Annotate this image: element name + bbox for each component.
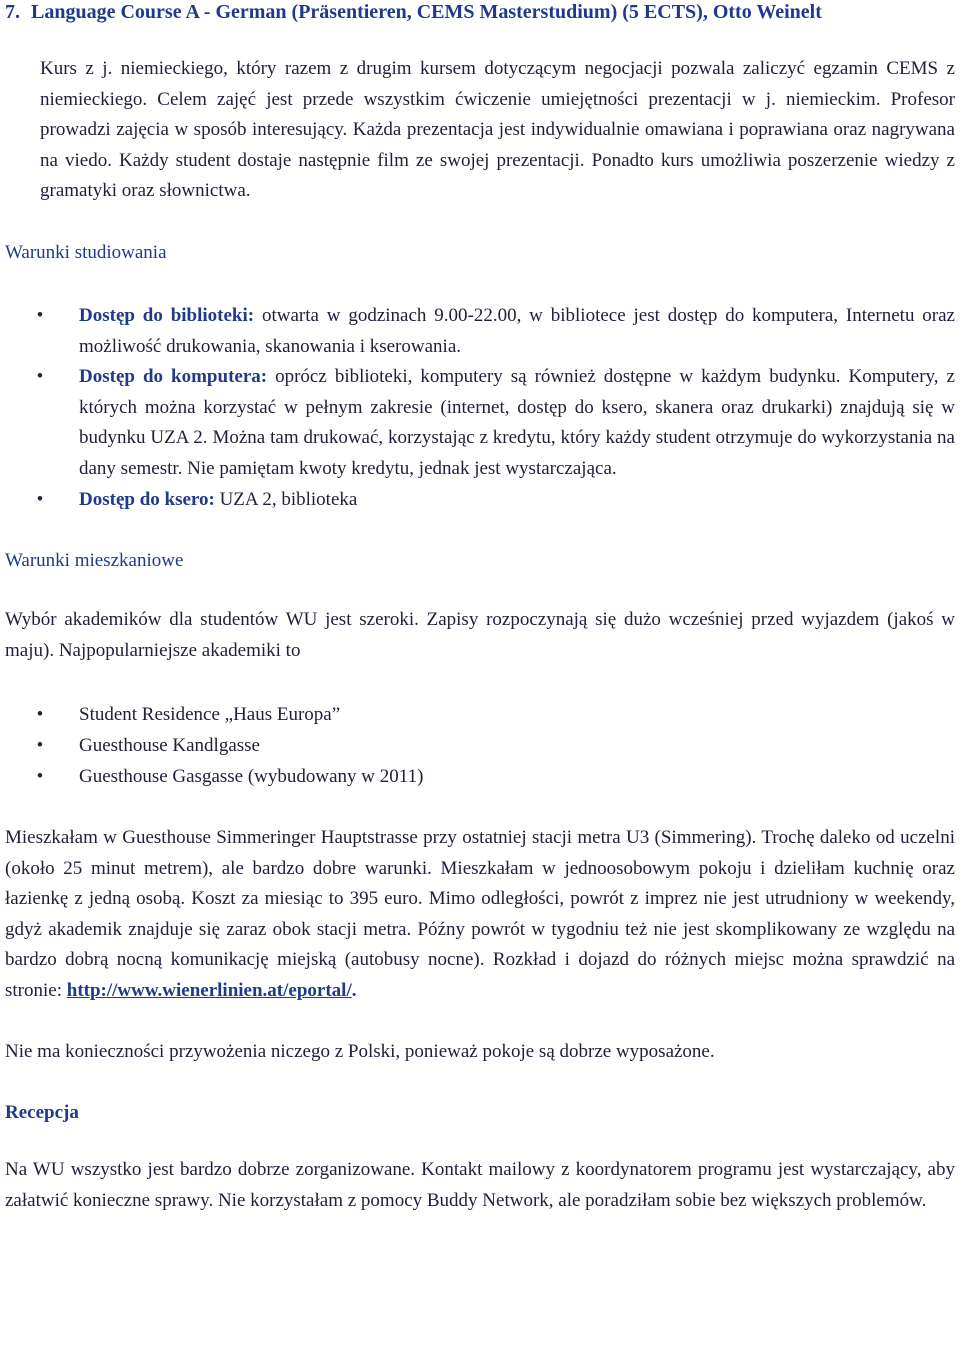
housing-experience-text: Mieszkałam w Guesthouse Simmeringer Hauptstrasse przy ostatniej stacji metra U3 (Simmering). Trochę daleko od uczelni (około 25 minut metrem), ale bardzo dobre warunki. Mieszkałam w jednoosobowym pokoju i dzieliłam kuchnię oraz łazienkę z jedną osobą. Koszt za miesiąc to 395 euro. Mimo odległości, powrót z imprez nie jest utrudniony w weekendy, gdyż akademik znajduje się zaraz obok stacji metra. Późny powrót w tygodniu też nie jest skomplikowany ze względu na bardzo dobrą nocną komunikację miejską (autobusy nocne). Rozkład i dojazd do różnych miejsc można sprawdzić na stronie: — [5, 827, 955, 1002]
course-number: 7. — [5, 1, 20, 23]
bullet-icon: • — [36, 704, 44, 726]
housing-heading: Warunki mieszkaniowe — [5, 550, 184, 572]
course-description: Kurs z j. niemieckiego, który razem z drugim kursem dotyczącym negocjacji pozwala zaliczyć egzamin CEMS z niemieckiego. Celem zajęć jest przede wszystkim ćwiczenie umiejętności prezentacji w j. niemieckim. Profesor prowadzi zajęcia w sposób interesujący. Każda prezentacja jest indywidualnie omawiana i poprawiana oraz nagrywana na viedo. Każdy student dostaje następnie film ze swojej prezentacji. Ponadto kurs umożliwia poszerzenie wiedzy z gramatyki oraz słownictwa. — [40, 58, 955, 202]
list-item — [5, 762, 955, 793]
library-access-label: Dostęp do biblioteki: — [79, 304, 255, 326]
dorm-name: Guesthouse Kandlgasse — [79, 734, 260, 756]
study-conditions-heading: Warunki studiowania — [5, 241, 167, 263]
link-suffix: . — [351, 980, 357, 1002]
housing-note: Nie ma konieczności przywożenia niczego z Polski, ponieważ pokoje są dobrze wyposażone. — [5, 1040, 715, 1062]
list-item — [5, 731, 955, 762]
bullet-icon: • — [36, 366, 44, 388]
computer-access-label: Dostęp do komputera: — [79, 366, 268, 388]
bullet-icon: • — [36, 765, 44, 787]
housing-experience — [5, 823, 955, 1007]
study-conditions-list — [5, 301, 955, 515]
course-title — [5, 0, 955, 27]
copier-access-text: UZA 2, biblioteka — [214, 488, 358, 510]
housing-intro: Wybór akademików dla studentów WU jest szeroki. Zapisy rozpoczynają się dużo wcześniej przed wyjazdem (jakoś w maju). Najpopularniejsze akademiki to — [5, 609, 955, 661]
dorm-name: Guesthouse Gasgasse (wybudowany w 2011) — [79, 765, 424, 787]
library-access-text: otwarta w godzinach 9.00-22.00, w bibliotece jest dostęp do komputera, Internetu oraz możliwość drukowania, skanowania i kserowania. — [79, 304, 955, 357]
document-page — [5, 0, 955, 1216]
dorm-name: Student Residence „Haus Europa” — [79, 704, 341, 726]
list-item — [5, 301, 955, 362]
bullet-icon: • — [36, 488, 44, 510]
wienerlinien-link[interactable]: http://www.wienerlinien.at/eportal/ — [66, 980, 352, 1002]
reception-heading: Recepcja — [5, 1102, 79, 1124]
dorm-list — [5, 700, 955, 792]
list-item — [5, 485, 955, 516]
list-item — [5, 362, 955, 484]
copier-access-label: Dostęp do ksero: — [79, 488, 215, 510]
computer-access-text: oprócz biblioteki, komputery są również dostępne w każdym budynku. Komputery, z których można korzystać w pełnym zakresie (internet, dostęp do ksero, skanera oraz drukarki) znajdują się w budynku UZA 2. Można tam drukować, korzystając z kredytu, który każdy student otrzymuje do wykorzystania na dany semestr. Nie pamiętam kwoty kredytu, jednak jest wystarczająca. — [79, 366, 955, 479]
reception-text: Na WU wszystko jest bardzo dobrze zorganizowane. Kontakt mailowy z koordynatorem programu jest wystarczający, aby załatwić konieczne sprawy. Nie korzystałam z pomocy Buddy Network, ale poradziłam sobie bez większych problemów. — [5, 1159, 955, 1211]
list-item — [5, 700, 955, 731]
bullet-icon: • — [36, 304, 44, 326]
bullet-icon: • — [36, 734, 44, 756]
course-title-text: Language Course A - German (Präsentieren, CEMS Masterstudium) (5 ECTS), Otto Weinelt — [31, 1, 822, 23]
